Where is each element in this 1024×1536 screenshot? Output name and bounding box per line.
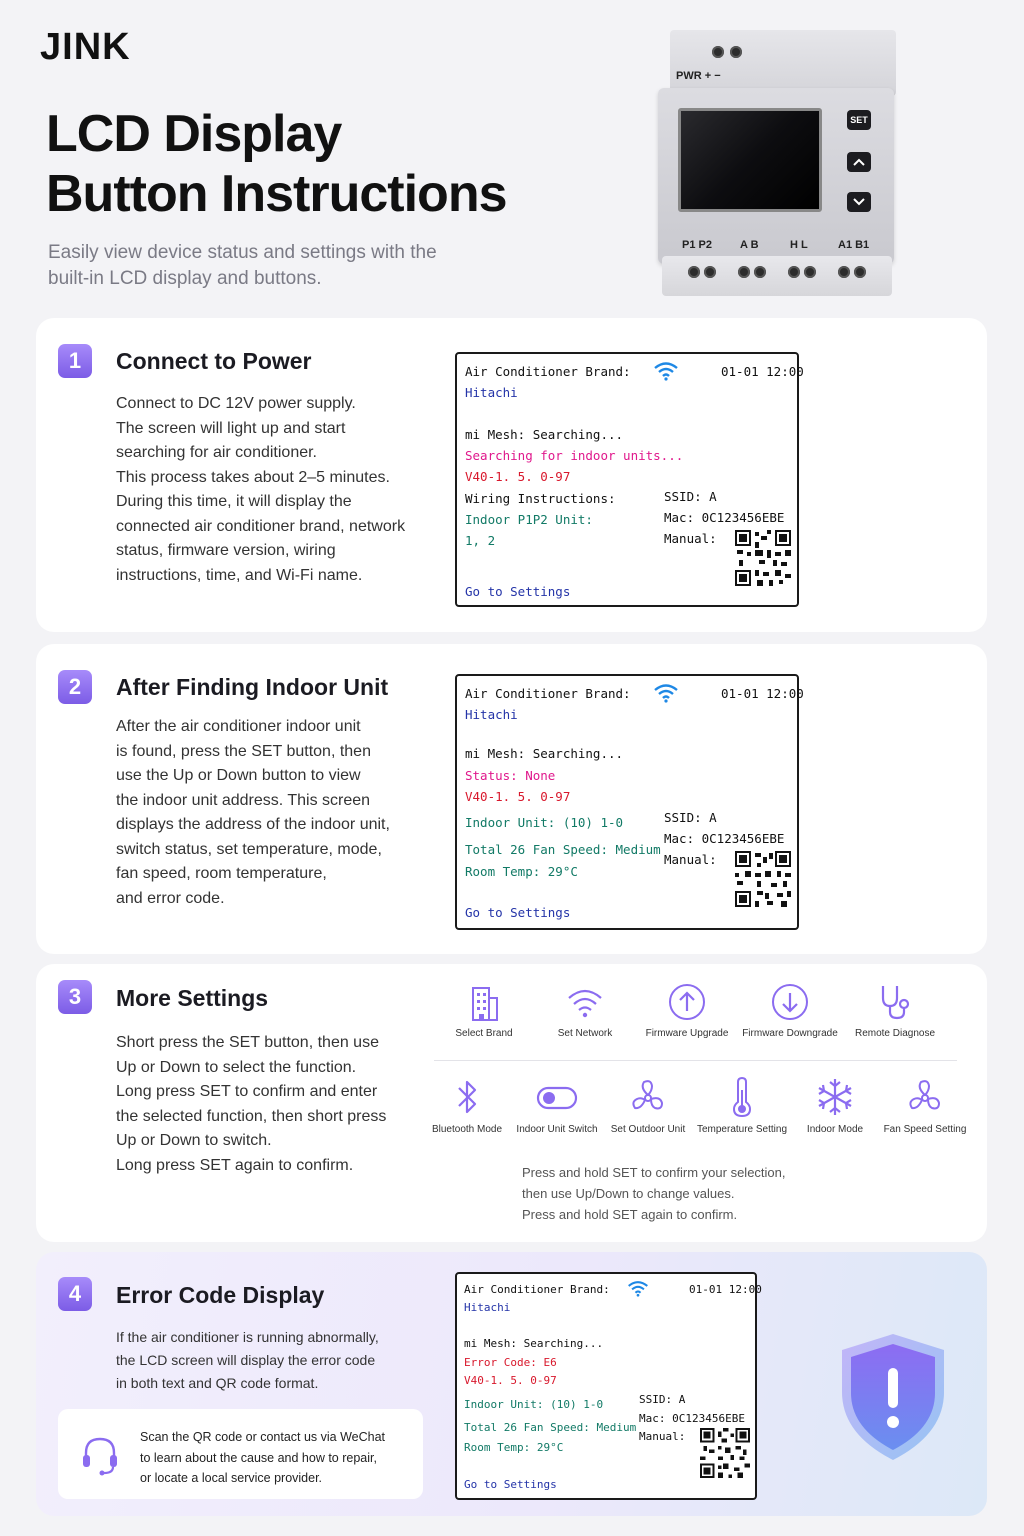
section-title: After Finding Indoor Unit [116,674,389,700]
function-label: Firmware Upgrade [645,1028,729,1039]
page-title [46,104,507,224]
lcd-mesh-status: mi Mesh: Searching... [465,746,624,761]
lcd-time: 01-01 12:00 [689,1283,762,1296]
description-line: If the air conditioner is running abnormally, [116,1329,379,1345]
terminal-screw [788,266,800,278]
function-label: Set Network [557,1028,613,1039]
lcd-ssid: SSID: A [639,1393,686,1406]
function-firmware-upgrade [632,982,742,1039]
device-terminal-label: H L [790,239,808,251]
headset-icon [78,1433,122,1477]
lcd-error-code: Error Code: E6 [464,1356,557,1369]
lcd-brand-label: Air Conditioner Brand: [464,1283,610,1296]
section-indoor-unit [36,644,987,954]
function-label: Select Brand [455,1028,513,1039]
device-top [670,30,896,96]
page-subtitle: Easily view device status and settings with the built-in LCD display and buttons. [48,242,437,289]
section-description [116,1326,379,1395]
lcd-search-status: Searching for indoor units... [465,448,684,463]
lcd-time: 01-01 12:00 [721,364,804,379]
terminal-screw [804,266,816,278]
lcd-ssid: SSID: A [664,489,717,504]
lcd-brand-label: Air Conditioner Brand: [465,364,631,379]
lcd-screen [455,352,804,607]
section-more-settings [36,964,987,1242]
lcd-indoor-unit: Indoor Unit: (10) 1-0 [465,815,624,830]
wifi-icon [627,1280,649,1297]
wifi-icon [653,683,679,703]
description-line: Up or Down to switch. [116,1132,272,1149]
description-line: Long press SET again to confirm. [116,1156,354,1174]
thermometer-icon [722,1076,762,1118]
description-line: status, firmware version, wiring [116,542,336,559]
description-line: use the Up or Down button to view [116,767,361,784]
description-line: fan speed, room temperature, [116,865,327,882]
lcd-brand-value: Hitachi [465,385,518,400]
terminal-screw [688,266,700,278]
device-screen [678,108,822,212]
description-line: connected air conditioner brand, network [116,517,406,535]
description-line: Connect to DC 12V power supply. [116,395,356,412]
lcd-manual-label: Manual: [664,531,717,546]
description-line: During this time, it will display the [116,493,352,510]
lcd-firmware: V40-1. 5. 0-97 [464,1374,557,1387]
note-line: Press and hold SET to confirm your selection, [522,1165,786,1180]
description-line: is found, press the SET button, then [116,742,371,760]
lcd-brand-value: Hitachi [465,707,518,722]
stethoscope-icon [875,982,915,1022]
lcd-room-temp: Room Temp: 29°C [465,864,578,879]
settings-note [522,1162,786,1225]
step-number-badge: 4 [58,1277,92,1311]
chevron-down-icon [853,198,865,206]
description-line: switch status, set temperature, mode, [116,840,382,858]
help-line: Scan the QR code or contact us via WeChat [140,1430,386,1444]
wifi-icon [653,361,679,381]
lcd-wiring-value: 1, 2 [465,533,496,548]
device-up-button [847,152,871,172]
lcd-brand-label: Air Conditioner Brand: [465,686,631,701]
terminal-screw [838,266,850,278]
section-title: Error Code Display [116,1282,325,1308]
description-line: Long press SET to confirm and enter [116,1083,378,1100]
description-line: the selected function, then short press [116,1107,387,1125]
description-line: Up or Down to select the function. [116,1058,357,1076]
section-description [116,715,390,911]
description-line: and error code. [116,889,225,907]
snowflake-icon [814,1076,856,1118]
description-line: in both text and QR code format. [116,1375,319,1391]
divider [434,1060,957,1061]
device-down-button [847,192,871,212]
device-terminal-label: A B [740,239,759,251]
description-line: displays the address of the indoor unit, [116,816,390,833]
function-select-brand [429,982,539,1039]
arrow-up-circle-icon [667,982,707,1022]
fan-icon [627,1076,669,1118]
fan-icon [904,1076,946,1118]
description-line: the LCD screen will display the error code [116,1352,376,1368]
shield-alert-icon [836,1330,950,1464]
terminal-screw [704,266,716,278]
help-line: to learn about the cause and how to repair, [140,1450,377,1465]
function-label: Temperature Setting [696,1124,788,1135]
lcd-wiring-label: Wiring Instructions: [465,491,616,506]
section-connect-power [36,318,987,632]
lcd-settings-link: Go to Settings [465,584,571,599]
lcd-settings-link: Go to Settings [464,1478,557,1491]
qr-code-icon [700,1428,750,1478]
function-firmware-downgrade [735,982,845,1039]
description-line: searching for air conditioner. [116,444,317,461]
device-set-button: SET [847,110,871,130]
function-set-network [530,982,640,1039]
function-label: Remote Diagnose [854,1028,936,1039]
lcd-settings-link: Go to Settings [465,905,571,920]
terminal-screw [754,266,766,278]
lcd-manual-label: Manual: [639,1430,686,1443]
terminal-screw [854,266,866,278]
bluetooth-icon [447,1076,487,1118]
lcd-mesh-status: mi Mesh: Searching... [465,427,624,442]
lcd-status: Status: None [465,768,556,783]
device-power-label: PWR + − [676,70,721,82]
device-terminal-label: P1 P2 [682,239,712,251]
lcd-mac: Mac: 0C123456EBE [639,1412,745,1425]
lcd-brand-value: Hitachi [464,1301,511,1314]
device-led [730,46,742,58]
section-description [116,1031,386,1178]
function-label: Set Outdoor Unit [610,1124,686,1135]
function-label: Firmware Downgrade [742,1028,838,1039]
description-line: the indoor unit address. This screen [116,791,371,809]
function-label: Fan Speed Setting [883,1124,967,1135]
terminal-screw [738,266,750,278]
step-number-badge: 3 [58,980,92,1014]
section-description [116,392,405,588]
function-remote-diagnose [840,982,950,1039]
section-title: Connect to Power [116,348,312,374]
lcd-manual-label: Manual: [664,852,717,867]
chevron-up-icon [853,158,865,166]
function-fan-speed-setting [870,1076,980,1135]
description-line: instructions, time, and Wi-Fi name. [116,566,363,584]
lcd-indoor-unit: Indoor Unit: (10) 1-0 [464,1398,604,1411]
wifi-icon [565,982,605,1022]
note-line: then use Up/Down to change values. [522,1186,735,1201]
section-title: More Settings [116,985,269,1011]
step-number-badge: 2 [58,670,92,704]
brand-logo: JINK [40,26,131,68]
arrow-down-circle-icon [770,982,810,1022]
step-number-badge: 1 [58,344,92,378]
device-illustration [652,26,900,298]
lcd-firmware: V40-1. 5. 0-97 [465,469,571,484]
description-line: Short press the SET button, then use [116,1034,379,1051]
function-label: Indoor Unit Switch [516,1124,598,1135]
description-line: After the air conditioner indoor unit [116,718,361,735]
lcd-firmware: V40-1. 5. 0-97 [465,789,571,804]
function-label: Indoor Mode [806,1124,864,1135]
qr-code-icon [735,851,791,907]
toggle-icon [535,1076,579,1118]
lcd-wiring-unit: Indoor P1P2 Unit: [465,512,593,527]
function-label: Bluetooth Mode [431,1124,503,1135]
lcd-screen [455,1272,762,1500]
lcd-mesh-status: mi Mesh: Searching... [464,1337,604,1350]
lcd-ssid: SSID: A [664,810,717,825]
help-line: or locate a local service provider. [140,1471,323,1485]
lcd-screen [455,674,804,930]
lcd-mac: Mac: 0C123456EBE [664,510,785,525]
building-icon [465,982,503,1022]
lcd-fan-speed: Total 26 Fan Speed: Medium [464,1421,637,1434]
help-text [140,1427,410,1489]
qr-code-icon [735,530,791,586]
note-line: Press and hold SET again to confirm. [522,1207,738,1222]
description-line: This process takes about 2–5 minutes. [116,468,390,486]
lcd-mac: Mac: 0C123456EBE [664,831,785,846]
device-led [712,46,724,58]
help-box [58,1409,423,1499]
lcd-room-temp: Room Temp: 29°C [464,1441,564,1454]
lcd-fan-speed: Total 26 Fan Speed: Medium [465,842,661,857]
description-line: The screen will light up and start [116,419,346,437]
section-error-code [36,1252,987,1516]
lcd-time: 01-01 12:00 [721,686,804,701]
page-title-line1: LCD Display [46,105,342,163]
device-terminal-label: A1 B1 [838,239,870,251]
page-title-line2: Button Instructions [46,165,507,223]
